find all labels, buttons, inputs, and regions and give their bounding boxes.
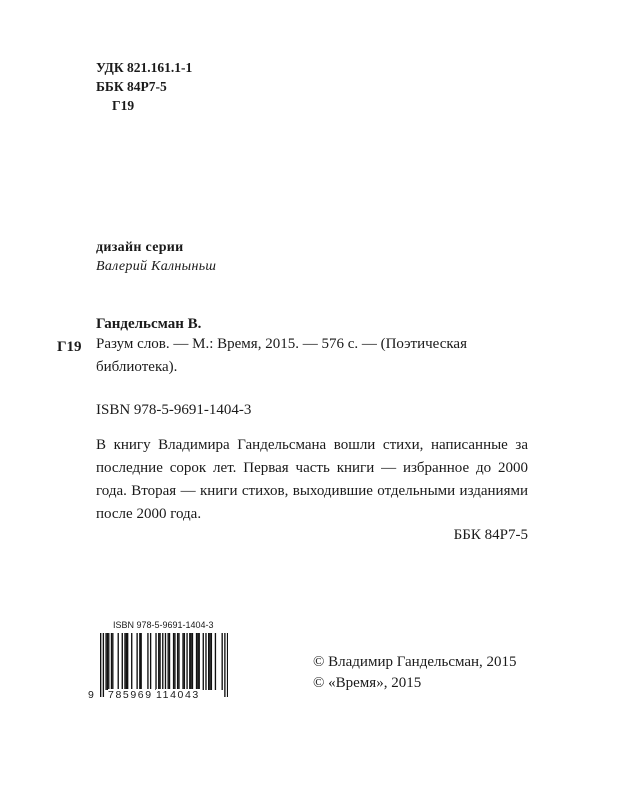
barcode-bar xyxy=(124,633,125,690)
barcode-bar xyxy=(203,633,204,690)
barcode-bar xyxy=(169,633,170,690)
barcode-bar xyxy=(158,633,159,690)
barcode-bar xyxy=(215,633,216,690)
barcode-bar xyxy=(139,633,140,690)
barcode-bar xyxy=(224,633,225,697)
barcode-bar xyxy=(168,633,169,690)
barcode-bar xyxy=(162,633,163,697)
annotation: В книгу Владимира Гандельсмана вошли стихи, написанные за последние сорок лет. Первая часть книги — избранное до 2000 года. Вторая — книги стихов, выходившие отдельными изданиями после 2000 года. xyxy=(96,437,528,522)
barcode-bar xyxy=(112,633,113,690)
isbn-barcode xyxy=(88,620,228,700)
bbk-bottom: ББК 84Р7-5 xyxy=(453,527,528,543)
barcode-bar xyxy=(131,633,132,690)
barcode-bar xyxy=(178,633,179,690)
barcode-bar xyxy=(205,633,206,690)
barcode-right-digits: 114043 xyxy=(156,689,200,701)
barcode-bar xyxy=(126,633,127,690)
barcode-bar xyxy=(150,633,151,690)
barcode-bar xyxy=(136,633,137,690)
series-design-label: дизайн серии xyxy=(96,240,184,255)
barcode-isbn-label: ISBN 978-5-9691-1404-3 xyxy=(113,620,214,630)
barcode-bar xyxy=(192,633,193,690)
margin-author-mark: Г19 xyxy=(57,339,82,355)
barcode-bar xyxy=(189,633,190,690)
copyright-author: © Владимир Гандельсман, 2015 xyxy=(313,654,517,670)
author-heading: Гандельсман В. xyxy=(96,316,202,332)
barcode-bar xyxy=(186,633,187,690)
barcode-bar xyxy=(103,633,104,697)
isbn-line: ISBN 978-5-9691-1404-3 xyxy=(96,402,252,418)
barcode-bar xyxy=(122,633,123,690)
barcode-bar xyxy=(197,633,198,690)
barcode-bar xyxy=(208,633,209,690)
barcode-bar xyxy=(105,633,106,690)
barcode-bar xyxy=(165,633,166,697)
barcode-bar xyxy=(107,633,108,690)
copyright-publisher: © «Время», 2015 xyxy=(313,675,422,691)
bibliographic-description xyxy=(96,333,528,379)
barcode-bar xyxy=(199,633,200,690)
barcode-first-digit: 9 xyxy=(88,689,94,701)
barcode-bar xyxy=(155,633,156,690)
barcode-bar xyxy=(159,633,160,690)
bbk-code: ББК 84Р7-5 xyxy=(96,79,167,94)
barcode-bar xyxy=(184,633,185,690)
barcode-bar xyxy=(141,633,142,690)
barcode-bar xyxy=(127,633,128,690)
barcode-bar xyxy=(227,633,228,697)
barcode-bar xyxy=(100,633,101,697)
udk-code: УДК 821.161.1-1 xyxy=(96,60,193,75)
barcode-bar xyxy=(111,633,112,690)
barcode-left-digits: 785969 xyxy=(108,689,153,701)
series-designer-name: Валерий Калныньш xyxy=(96,259,217,274)
barcode-bar xyxy=(182,633,183,690)
barcode-bar xyxy=(190,633,191,690)
barcode-bar xyxy=(222,633,223,690)
barcode-bar xyxy=(174,633,175,690)
barcode-bar xyxy=(173,633,174,690)
description-line-1: Разум слов. — М.: Время, 2015. — 576 с. — (Поэтическая xyxy=(96,336,467,352)
barcode-bar xyxy=(211,633,212,690)
author-mark: Г19 xyxy=(112,98,135,113)
description-line-2: библиотека). xyxy=(96,359,178,375)
barcode-bars xyxy=(88,620,228,700)
barcode-bar xyxy=(196,633,197,690)
barcode-bar xyxy=(177,633,178,690)
barcode-bar xyxy=(147,633,148,690)
barcode-bar xyxy=(118,633,119,690)
barcode-bar xyxy=(209,633,210,690)
barcode-bar xyxy=(108,633,109,690)
